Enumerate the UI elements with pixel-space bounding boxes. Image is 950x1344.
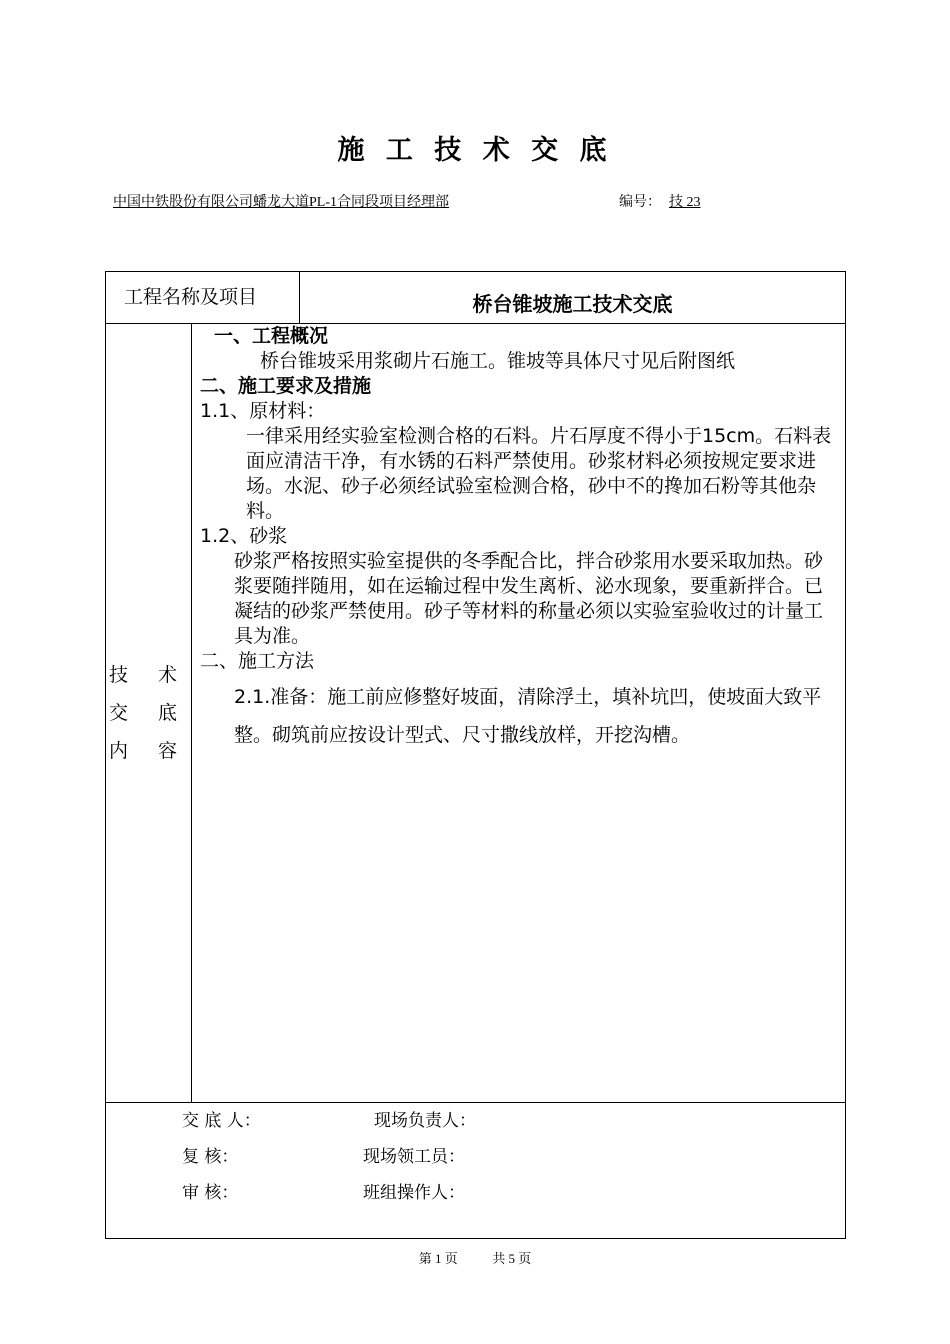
- disclosure-content: [200, 324, 840, 754]
- organization-name: 中国中铁股份有限公司蟠龙大道PL-1合同段项目经理部: [113, 195, 449, 210]
- row-divider: [106, 1102, 845, 1103]
- page-footer: [0, 1248, 950, 1267]
- number-label: 编号：: [619, 195, 661, 210]
- auditor-label: 审 核：: [182, 1183, 239, 1203]
- reviewer-label: 复 核：: [182, 1147, 239, 1167]
- subsection-text: 一律采用经实验室检测合格的石料。片石厚度不得小于15cm。石料表面应清洁干净，有水锈的石料严禁使用。砂浆材料必须按规定要求进场。水泥、砂子必须经试验室检测合格，砂中不的搀加石粉等其他杂料。: [246, 425, 832, 522]
- section-heading: 二、施工方法: [200, 650, 315, 672]
- project-label: 工程名称及项目: [124, 286, 258, 308]
- section-heading: 一、工程概况: [214, 325, 329, 347]
- operator-label: 班组操作人：: [363, 1183, 465, 1203]
- document-title: 施 工 技 术 交 底: [337, 135, 613, 166]
- page-number: 第 1 页: [418, 1251, 458, 1266]
- giver-label: 交 底 人：: [182, 1111, 261, 1131]
- project-name: 桥台锥坡施工技术交底: [472, 292, 673, 316]
- site-lead-label: 现场负责人：: [374, 1111, 476, 1131]
- disclosure-table: [105, 271, 846, 1239]
- subsection-text: 砂浆严格按照实验室提供的冬季配合比，拌合砂浆用水要采取加热。砂浆要随拌随用，如在运输过程中发生离析、泌水现象，要重新拌合。已凝结的砂浆严禁使用。砂子等材料的称量必须以实验室验收过的计量工具为准。: [234, 550, 824, 647]
- section-text: 桥台锥坡采用浆砌片石施工。锥坡等具体尺寸见后附图纸: [260, 350, 736, 372]
- foreman-label: 现场领工员：: [363, 1147, 465, 1167]
- side-label-line: 技 术: [108, 664, 190, 686]
- number-value: 技 23: [669, 195, 701, 210]
- subsection-heading: 1.2、砂浆: [200, 525, 288, 547]
- page-total: 共 5 页: [492, 1251, 532, 1266]
- subsection-heading: 1.1、原材料：: [200, 400, 326, 422]
- section-heading: 二、施工要求及措施: [200, 375, 372, 397]
- content-side-label: [106, 656, 192, 770]
- document-number: [619, 191, 705, 211]
- side-label-line: 内 容: [108, 740, 190, 762]
- side-label-line: 交 底: [108, 702, 190, 724]
- subsection-text: 2.1.准备：施工前应修整好坡面，清除浮土，填补坑凹，使坡面大致平整。砌筑前应按设计型式、尺寸撒线放样，开挖沟槽。: [234, 686, 822, 746]
